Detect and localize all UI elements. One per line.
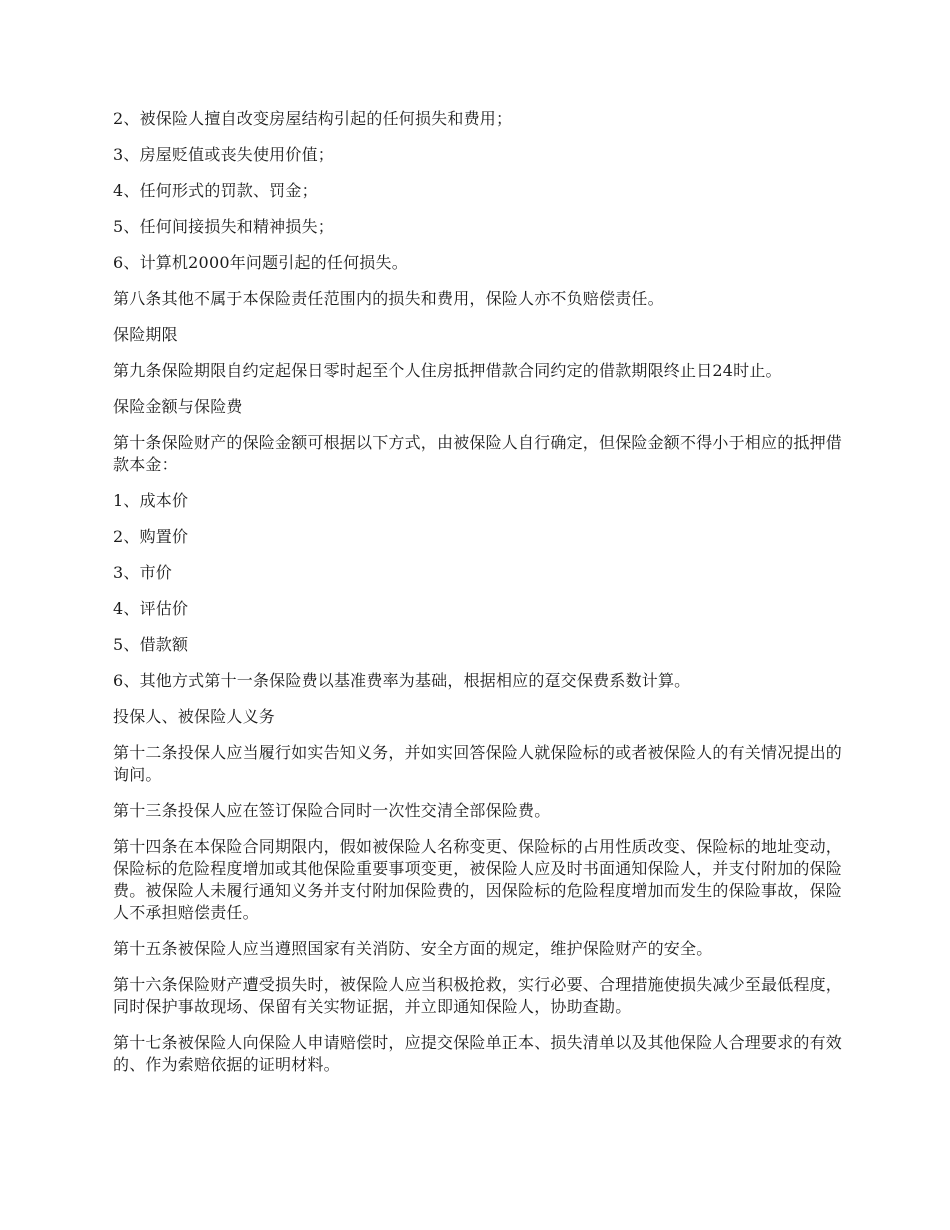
exclusion-item-2: 2、被保险人擅自改变房屋结构引起的任何损失和费用；	[113, 109, 513, 128]
article-13: 第十三条投保人应在签订保险合同时一次性交清全部保险费。	[113, 801, 551, 820]
method-item-2: 2、购置价	[113, 527, 189, 546]
article-8: 第八条其他不属于本保险责任范围内的损失和费用，保险人亦不负赔偿责任。	[113, 289, 664, 308]
section-heading-obligations: 投保人、被保险人义务	[113, 707, 276, 726]
article-12: 第十二条投保人应当履行如实告知义务，并如实回答保险人就保险标的或者被保险人的有关情况提出的询问。	[113, 743, 843, 784]
section-heading-insurance-period: 保险期限	[113, 325, 178, 344]
method-item-5: 5、借款额	[113, 635, 189, 654]
method-item-3: 3、市价	[113, 563, 172, 582]
method-item-4: 4、评估价	[113, 599, 189, 618]
exclusion-item-6: 6、计算机2000年问题引起的任何损失。	[113, 253, 408, 272]
article-10: 第十条保险财产的保险金额可根据以下方式，由被保险人自行确定，但保险金额不得小于相应的抵押借款本金：	[113, 433, 843, 474]
document-body	[113, 108, 843, 1090]
article-17: 第十七条被保险人向保险人申请赔偿时，应提交保险单正本、损失清单以及其他保险人合理要求的有效的、作为索赔依据的证明材料。	[113, 1033, 843, 1074]
article-15: 第十五条被保险人应当遵照国家有关消防、安全方面的规定，维护保险财产的安全。	[113, 939, 713, 958]
exclusion-item-3: 3、房屋贬值或丧失使用价值；	[113, 145, 334, 164]
exclusion-item-5: 5、任何间接损失和精神损失；	[113, 217, 334, 236]
exclusion-item-4: 4、任何形式的罚款、罚金；	[113, 181, 318, 200]
method-item-1: 1、成本价	[113, 491, 189, 510]
section-heading-sum-and-premium: 保险金额与保险费	[113, 397, 243, 416]
article-9: 第九条保险期限自约定起保日零时起至个人住房抵押借款合同约定的借款期限终止日24时止。	[113, 361, 782, 380]
method-item-6-article-11: 6、其他方式第十一条保险费以基准费率为基础，根据相应的趸交保费系数计算。	[113, 671, 691, 690]
article-16: 第十六条保险财产遭受损失时，被保险人应当积极抢救，实行必要、合理措施使损失减少至最低程度，同时保护事故现场、保留有关实物证据，并立即通知保险人，协助查勘。	[113, 975, 843, 1016]
article-14: 第十四条在本保险合同期限内，假如被保险人名称变更、保险标的占用性质改变、保险标的地址变动，保险标的危险程度增加或其他保险重要事项变更，被保险人应及时书面通知保险人，并支付附加的保险费。被保险人未履行通知义务并支付附加保险费的，因保险标的危险程度增加而发生的保险事故，保险人不承担赔偿责任。	[113, 837, 843, 922]
